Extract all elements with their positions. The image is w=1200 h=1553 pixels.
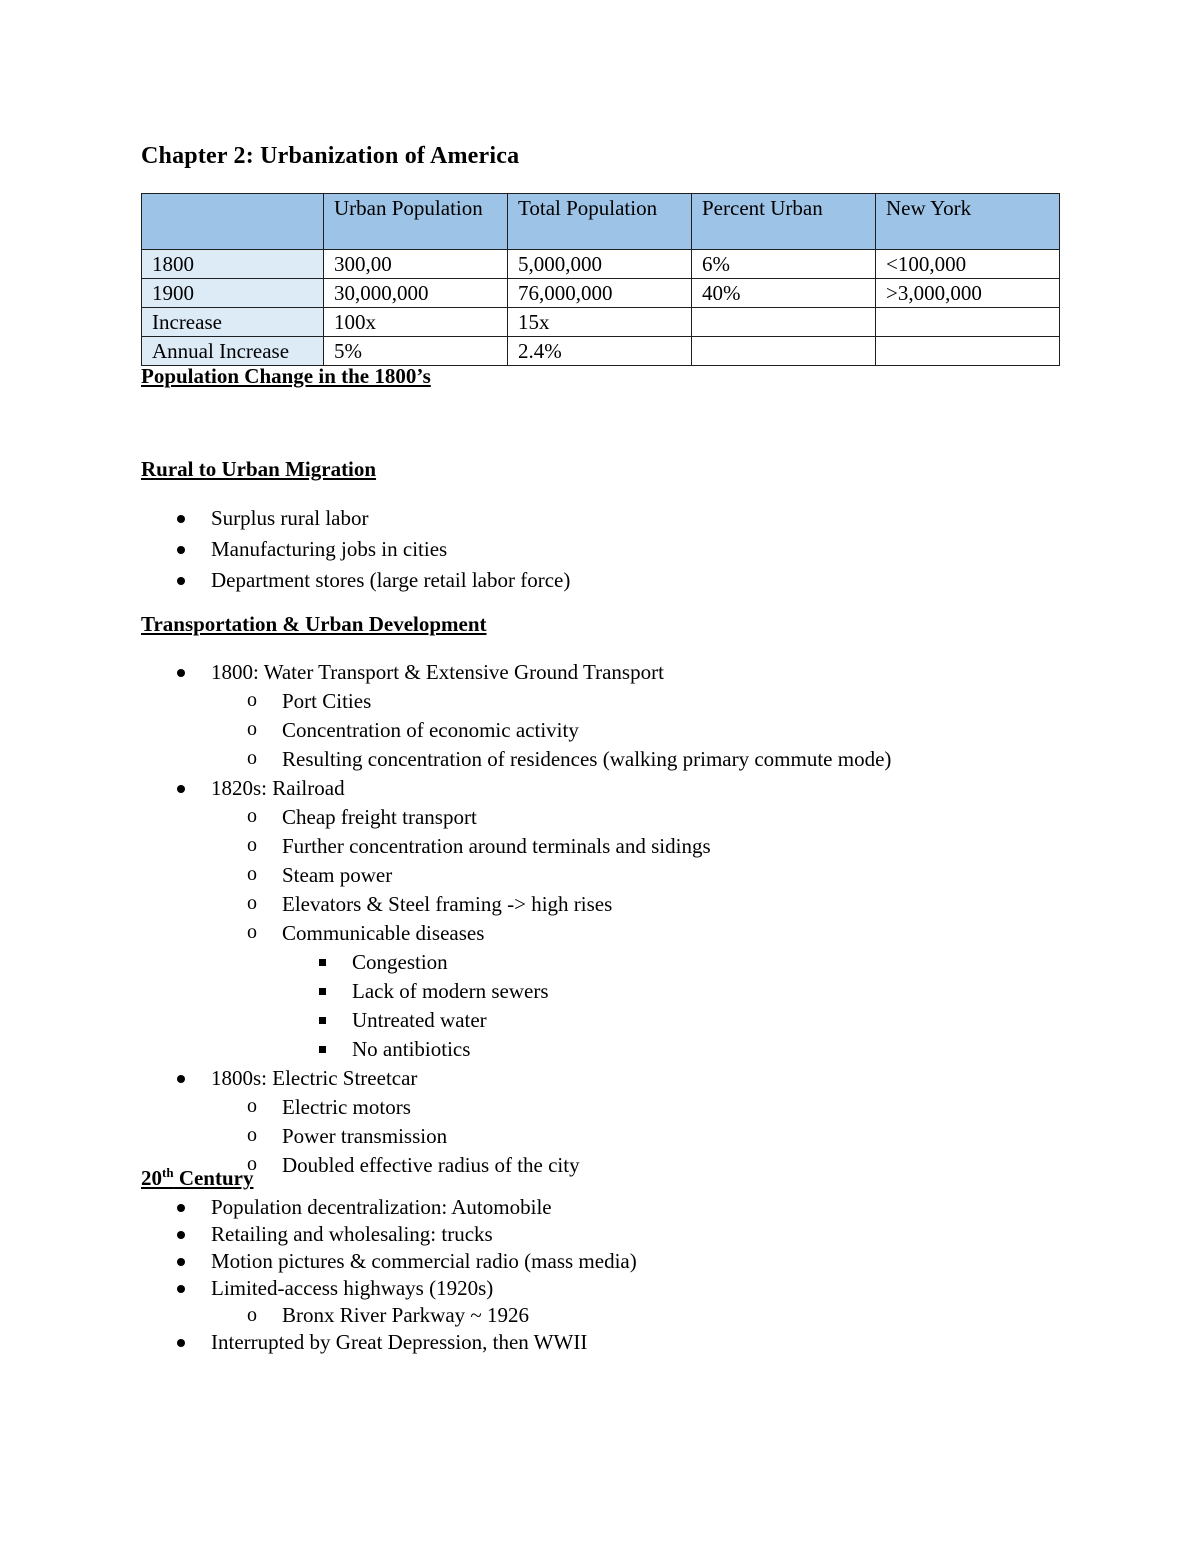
list-item <box>0 803 891 832</box>
table-header-row <box>142 194 1060 250</box>
table-cell: 2.4% <box>508 337 692 366</box>
list-item <box>0 1248 637 1275</box>
heading-rural-urban-migration: Rural to Urban Migration <box>141 457 377 481</box>
list-item-text: Congestion <box>352 950 448 974</box>
table-row <box>142 337 1060 366</box>
bullet-circle-icon: o <box>247 1153 257 1175</box>
list-item-text: Steam power <box>282 863 393 887</box>
list-item-text: Electric motors <box>282 1095 411 1119</box>
bullet-circle-icon: o <box>247 689 257 711</box>
table-header-cell <box>142 194 324 250</box>
bullet-circle-icon: o <box>247 805 257 827</box>
bullet-circle-icon: o <box>247 921 257 943</box>
list-item-text: Lack of modern sewers <box>352 979 549 1003</box>
list-item <box>0 658 891 687</box>
list-item <box>0 1302 637 1329</box>
list-item <box>0 861 891 890</box>
bullet-dot-icon <box>177 1285 185 1293</box>
migration-list <box>0 503 570 596</box>
list-item <box>0 1329 637 1356</box>
table-cell: 100x <box>324 308 508 337</box>
list-item <box>0 1221 637 1248</box>
table-cell: 76,000,000 <box>508 279 692 308</box>
bullet-circle-icon: o <box>247 1304 257 1326</box>
bullet-square-icon <box>319 959 326 966</box>
list-item-text: Resulting concentration of residences (walking primary commute mode) <box>282 747 892 771</box>
bullet-circle-icon: o <box>247 718 257 740</box>
bullet-dot-icon <box>177 1258 185 1266</box>
bullet-dot-icon <box>177 1231 185 1239</box>
list-item <box>0 565 570 596</box>
list-item-text: Interrupted by Great Depression, then WWII <box>211 1330 588 1354</box>
list-item <box>0 687 891 716</box>
list-item-text: Limited-access highways (1920s) <box>211 1276 494 1300</box>
list-item <box>0 1151 891 1180</box>
bullet-dot-icon <box>177 515 185 523</box>
row-label-cell: 1800 <box>142 250 324 279</box>
list-item-text: Untreated water <box>352 1008 487 1032</box>
list-item-text: Manufacturing jobs in cities <box>211 537 448 561</box>
table-cell: <100,000 <box>876 250 1060 279</box>
bullet-circle-icon: o <box>247 747 257 769</box>
bullet-dot-icon <box>177 546 185 554</box>
list-item-text: Bronx River Parkway ~ 1926 <box>282 1303 529 1327</box>
table-header-cell: Percent Urban <box>692 194 876 250</box>
heading-number: 20 <box>141 1166 162 1190</box>
bullet-dot-icon <box>177 1075 185 1083</box>
list-item-text: Port Cities <box>282 689 372 713</box>
table-cell: 30,000,000 <box>324 279 508 308</box>
list-item-text: Department stores (large retail labor force) <box>211 568 571 592</box>
list-item <box>0 716 891 745</box>
table-cell: 5% <box>324 337 508 366</box>
list-item <box>0 919 891 948</box>
page-title: Chapter 2: Urbanization of America <box>141 143 520 169</box>
list-item <box>0 948 891 977</box>
heading-population-change: Population Change in the 1800’s <box>141 364 431 388</box>
table-row <box>142 308 1060 337</box>
table-cell: 300,00 <box>324 250 508 279</box>
bullet-circle-icon: o <box>247 892 257 914</box>
row-label-cell: Increase <box>142 308 324 337</box>
table-cell <box>692 337 876 366</box>
list-item-text: Population decentralization: Automobile <box>211 1195 552 1219</box>
table-header-cell: Urban Population <box>324 194 508 250</box>
list-item <box>0 1035 891 1064</box>
list-item <box>0 1006 891 1035</box>
list-item <box>0 534 570 565</box>
bullet-square-icon <box>319 1046 326 1053</box>
table-cell: 6% <box>692 250 876 279</box>
list-item-text: Concentration of economic activity <box>282 718 579 742</box>
table-header-cell: New York <box>876 194 1060 250</box>
row-label-cell: 1900 <box>142 279 324 308</box>
table-cell: >3,000,000 <box>876 279 1060 308</box>
heading-superscript: th <box>162 1165 174 1180</box>
table-row <box>142 279 1060 308</box>
bullet-dot-icon <box>177 577 185 585</box>
list-item-text: Motion pictures & commercial radio (mass media) <box>211 1249 637 1273</box>
table-row <box>142 250 1060 279</box>
list-item-text: Further concentration around terminals and sidings <box>282 834 711 858</box>
table-cell: 5,000,000 <box>508 250 692 279</box>
list-item-text: Communicable diseases <box>282 921 485 945</box>
row-label-cell: Annual Increase <box>142 337 324 366</box>
list-item-text: 1800: Water Transport & Extensive Ground Transport <box>211 660 664 684</box>
list-item-text: No antibiotics <box>352 1037 471 1061</box>
table-cell <box>876 308 1060 337</box>
list-item <box>0 890 891 919</box>
list-item <box>0 1194 637 1221</box>
table-cell: 40% <box>692 279 876 308</box>
bullet-dot-icon <box>177 669 185 677</box>
list-item-text: Cheap freight transport <box>282 805 477 829</box>
table-header-cell: Total Population <box>508 194 692 250</box>
bullet-circle-icon: o <box>247 863 257 885</box>
population-table <box>141 193 1060 366</box>
heading-transportation: Transportation & Urban Development <box>141 612 487 636</box>
bullet-dot-icon <box>177 785 185 793</box>
list-item <box>0 1122 891 1151</box>
list-item-text: Elevators & Steel framing -> high rises <box>282 892 613 916</box>
bullet-square-icon <box>319 1017 326 1024</box>
transportation-list <box>0 658 891 1180</box>
list-item <box>0 1064 891 1093</box>
bullet-dot-icon <box>177 1204 185 1212</box>
list-item-text: 1800s: Electric Streetcar <box>211 1066 418 1090</box>
list-item-text: Doubled effective radius of the city <box>282 1153 580 1177</box>
bullet-square-icon <box>319 988 326 995</box>
bullet-circle-icon: o <box>247 1095 257 1117</box>
list-item <box>0 977 891 1006</box>
list-item <box>0 774 891 803</box>
list-item <box>0 503 570 534</box>
list-item-text: Power transmission <box>282 1124 448 1148</box>
bullet-dot-icon <box>177 1339 185 1347</box>
twentieth-century-list <box>0 1194 637 1356</box>
list-item-text: Retailing and wholesaling: trucks <box>211 1222 493 1246</box>
bullet-circle-icon: o <box>247 1124 257 1146</box>
table-cell <box>692 308 876 337</box>
list-item <box>0 1275 637 1302</box>
list-item <box>0 832 891 861</box>
table-cell <box>876 337 1060 366</box>
heading-text: Century <box>173 1166 254 1190</box>
table-cell: 15x <box>508 308 692 337</box>
bullet-circle-icon: o <box>247 834 257 856</box>
heading-20th-century <box>141 1166 253 1191</box>
list-item <box>0 745 891 774</box>
list-item-text: 1820s: Railroad <box>211 776 345 800</box>
list-item <box>0 1093 891 1122</box>
list-item-text: Surplus rural labor <box>211 506 369 530</box>
